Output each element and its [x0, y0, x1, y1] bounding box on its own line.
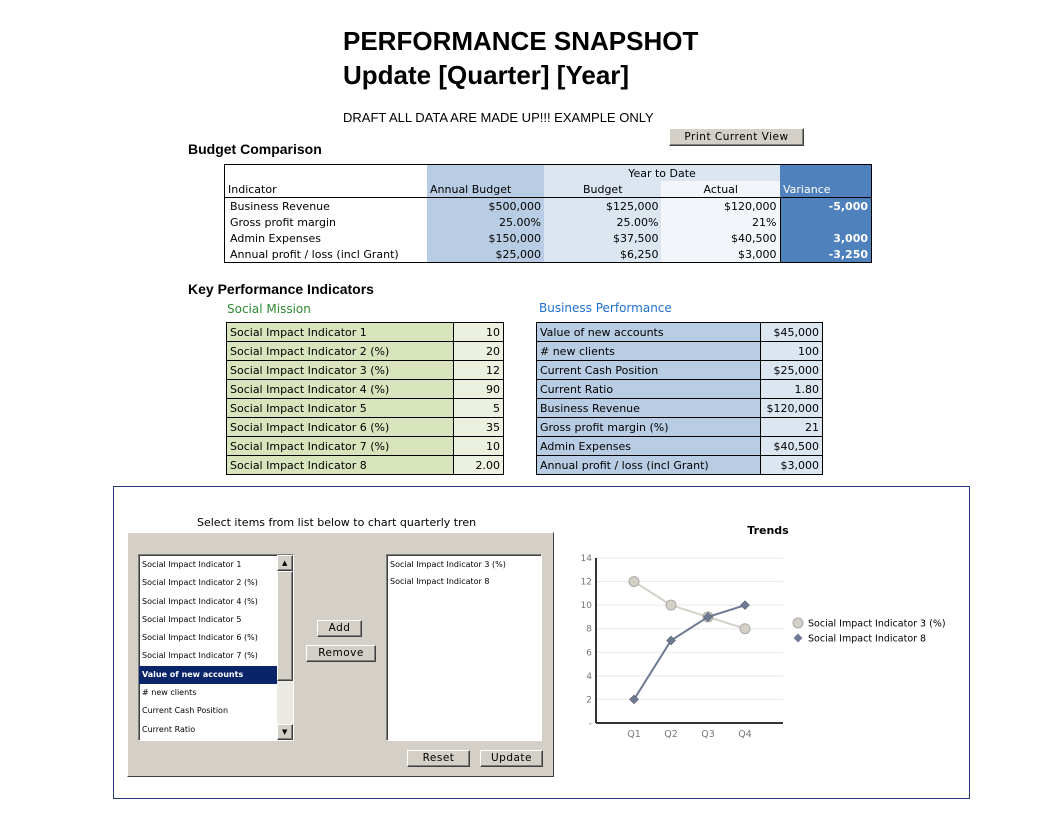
- data-point: [740, 624, 750, 634]
- reset-button[interactable]: Reset: [407, 750, 470, 767]
- scroll-down-arrow-icon[interactable]: ▼: [277, 724, 293, 740]
- draft-note: DRAFT ALL DATA ARE MADE UP!!! EXAMPLE ONLY: [343, 110, 654, 125]
- remove-button[interactable]: Remove: [306, 645, 376, 662]
- kpi-row: [537, 418, 823, 437]
- kpi-value: 1.80: [761, 380, 823, 399]
- column-header: Actual: [661, 181, 780, 198]
- kpi-value: $25,000: [761, 361, 823, 380]
- x-tick-label: Q2: [664, 729, 678, 740]
- kpi-row: [537, 342, 823, 361]
- list-item[interactable]: Social Impact Indicator 6 (%): [142, 633, 258, 643]
- trends-chart: [560, 515, 970, 745]
- x-tick-label: Q3: [701, 729, 715, 740]
- list-item[interactable]: Social Impact Indicator 1: [142, 560, 242, 569]
- y-tick-label: 6: [586, 648, 592, 659]
- kpi-value: 10: [454, 323, 504, 342]
- selector-instructions: Select items from list below to chart quarterly tren: [197, 516, 477, 529]
- y-tick-label: 4: [586, 671, 592, 682]
- table-row: [225, 230, 872, 246]
- y-tick-label: 12: [580, 577, 592, 588]
- scrollbar[interactable]: [277, 555, 293, 740]
- kpi-row: [227, 418, 504, 437]
- business-performance-table: [536, 322, 823, 475]
- cell-value: -3,250: [780, 246, 872, 263]
- data-point: [741, 601, 750, 610]
- list-item[interactable]: # new clients: [142, 688, 197, 698]
- add-button[interactable]: Add: [317, 620, 362, 637]
- kpi-row: [537, 380, 823, 399]
- column-header: Indicator: [225, 181, 428, 198]
- kpi-heading: Key Performance Indicators: [188, 281, 374, 297]
- page-title: PERFORMANCE SNAPSHOT: [343, 26, 699, 56]
- column-header: Variance: [780, 181, 872, 198]
- budget-table: [224, 164, 872, 263]
- social-mission-table: [226, 322, 504, 475]
- cell-value: $150,000: [427, 230, 544, 246]
- kpi-row: [537, 323, 823, 342]
- list-item[interactable]: Social Impact Indicator 2 (%): [142, 578, 258, 588]
- kpi-value: 90: [454, 380, 504, 399]
- social-mission-label: Social Mission: [227, 302, 311, 316]
- kpi-row: [537, 399, 823, 418]
- list-item[interactable]: Social Impact Indicator 4 (%): [142, 596, 258, 606]
- y-tick-label: 14: [580, 554, 592, 564]
- kpi-row: [227, 380, 504, 399]
- cell-value: -5,000: [780, 198, 872, 215]
- table-row: [225, 246, 872, 263]
- kpi-name: Current Cash Position: [537, 361, 761, 380]
- kpi-name: Annual profit / loss (incl Grant): [537, 456, 761, 475]
- kpi-name: Gross profit margin (%): [537, 418, 761, 437]
- kpi-value: 12: [454, 361, 504, 380]
- chosen-items-list[interactable]: [386, 554, 542, 741]
- kpi-name: Social Impact Indicator 5: [227, 399, 454, 418]
- business-performance-label: Business Performance: [539, 301, 672, 315]
- y-tick-label: 10: [580, 601, 592, 612]
- print-current-view-button[interactable]: Print Current View: [669, 128, 804, 146]
- table-row: [225, 198, 872, 215]
- kpi-row: [537, 456, 823, 475]
- kpi-row: [227, 456, 504, 475]
- x-tick-label: Q4: [738, 729, 752, 740]
- kpi-row: [227, 399, 504, 418]
- kpi-row: [227, 361, 504, 380]
- indicator-name: Admin Expenses: [225, 230, 428, 246]
- update-button[interactable]: Update: [480, 750, 543, 767]
- cell-value: 3,000: [780, 230, 872, 246]
- legend-marker-icon: [793, 618, 803, 628]
- kpi-value: 10: [454, 437, 504, 456]
- kpi-value: $40,500: [761, 437, 823, 456]
- kpi-value: 5: [454, 399, 504, 418]
- column-header: Annual Budget: [427, 181, 544, 198]
- available-items-list[interactable]: [138, 554, 294, 741]
- kpi-name: Social Impact Indicator 7 (%): [227, 437, 454, 456]
- kpi-row: [227, 437, 504, 456]
- kpi-name: Social Impact Indicator 2 (%): [227, 342, 454, 361]
- indicator-name: Business Revenue: [225, 198, 428, 215]
- indicator-name: Gross profit margin: [225, 214, 428, 230]
- table-row: [225, 214, 872, 230]
- kpi-value: 2.00: [454, 456, 504, 475]
- y-tick-label: -: [588, 719, 592, 729]
- cell-value: $25,000: [427, 246, 544, 263]
- kpi-name: Current Ratio: [537, 380, 761, 399]
- scroll-thumb[interactable]: [277, 571, 293, 681]
- list-item[interactable]: Current Cash Position: [142, 706, 229, 716]
- budget-heading: Budget Comparison: [188, 141, 322, 157]
- kpi-value: $120,000: [761, 399, 823, 418]
- kpi-value: $45,000: [761, 323, 823, 342]
- data-point: [629, 577, 639, 587]
- list-item[interactable]: Value of new accounts: [139, 666, 279, 684]
- list-item[interactable]: Social Impact Indicator 5: [142, 614, 242, 624]
- kpi-name: Social Impact Indicator 6 (%): [227, 418, 454, 437]
- chart-title: Trends: [747, 524, 789, 537]
- kpi-row: [227, 342, 504, 361]
- cell-value: $3,000: [661, 246, 780, 263]
- kpi-value: $3,000: [761, 456, 823, 475]
- indicator-name: Annual profit / loss (incl Grant): [225, 246, 428, 263]
- cell-value: $37,500: [544, 230, 661, 246]
- cell-value: $125,000: [544, 198, 661, 215]
- kpi-row: [227, 323, 504, 342]
- cell-value: $6,250: [544, 246, 661, 263]
- data-point: [666, 600, 676, 610]
- kpi-name: # new clients: [537, 342, 761, 361]
- legend-label: Social Impact Indicator 8: [808, 633, 927, 645]
- cell-value: 25.00%: [544, 214, 661, 230]
- column-header: Budget: [544, 181, 661, 198]
- kpi-name: Social Impact Indicator 4 (%): [227, 380, 454, 399]
- cell-value: 25.00%: [427, 214, 544, 230]
- kpi-row: [537, 437, 823, 456]
- kpi-name: Business Revenue: [537, 399, 761, 418]
- x-tick-label: Q1: [627, 729, 641, 740]
- kpi-name: Social Impact Indicator 3 (%): [227, 361, 454, 380]
- cell-value: $40,500: [661, 230, 780, 246]
- cell-value: 21%: [661, 214, 780, 230]
- list-item[interactable]: Current Ratio: [142, 724, 196, 734]
- list-item[interactable]: Social Impact Indicator 3 (%): [390, 560, 506, 569]
- y-tick-label: 8: [586, 624, 592, 635]
- kpi-row: [537, 361, 823, 380]
- y-tick-label: 2: [586, 695, 592, 706]
- cell-value: $500,000: [427, 198, 544, 215]
- ytd-header: Year to Date: [544, 165, 780, 182]
- kpi-name: Social Impact Indicator 8: [227, 456, 454, 475]
- kpi-value: 35: [454, 418, 504, 437]
- kpi-name: Admin Expenses: [537, 437, 761, 456]
- kpi-name: Social Impact Indicator 1: [227, 323, 454, 342]
- cell-value: $120,000: [661, 198, 780, 215]
- cell-value: [780, 214, 872, 230]
- list-item[interactable]: Social Impact Indicator 8: [390, 577, 490, 586]
- kpi-value: 21: [761, 418, 823, 437]
- list-item[interactable]: Social Impact Indicator 7 (%): [142, 651, 258, 661]
- legend-marker-icon: [794, 634, 803, 643]
- kpi-value: 20: [454, 342, 504, 361]
- kpi-name: Value of new accounts: [537, 323, 761, 342]
- legend-label: Social Impact Indicator 3 (%): [808, 618, 946, 630]
- kpi-value: 100: [761, 342, 823, 361]
- scroll-up-arrow-icon[interactable]: ▲: [277, 555, 293, 571]
- page-subtitle: Update [Quarter] [Year]: [343, 60, 630, 90]
